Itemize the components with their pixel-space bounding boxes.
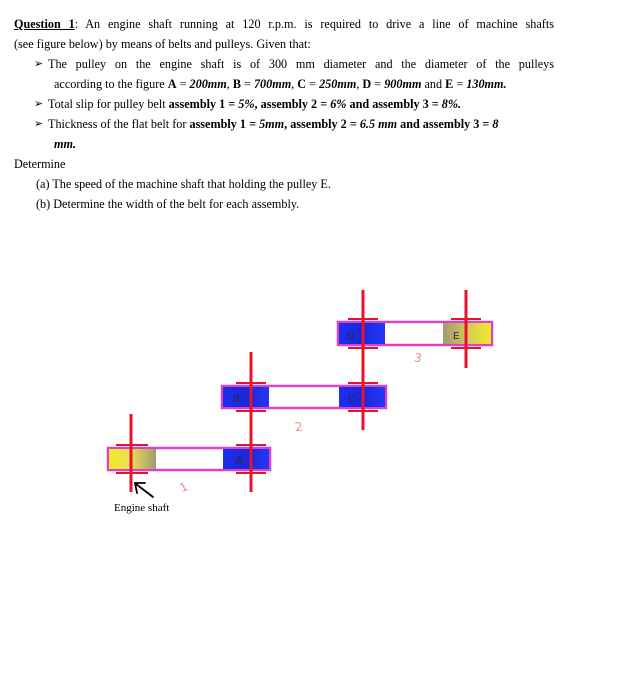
shafts bbox=[116, 290, 481, 492]
bullet-3-unit: mm. bbox=[54, 137, 77, 151]
bullet-arrow-icon: ➢ bbox=[34, 118, 44, 130]
bullet-arrow-icon: ➢ bbox=[34, 58, 44, 70]
part-a: (a) The speed of the machine shaft that holding the pulley E. bbox=[36, 177, 331, 191]
part-b: (b) Determine the width of the belt for each assembly. bbox=[36, 197, 300, 211]
label-b: B bbox=[233, 394, 240, 405]
belt-label-2: 2 bbox=[294, 419, 304, 435]
determine-label: Determine bbox=[14, 157, 66, 171]
label-c: C bbox=[348, 394, 356, 405]
label-d: D bbox=[347, 331, 355, 342]
belt-label-1: 1 bbox=[177, 479, 191, 496]
bullet-1-line-2: according to the figure A = 200mm, B = 700mm, C = 250mm, D = 900mm and E = 130mm. bbox=[54, 77, 507, 91]
question-intro-1: : An engine shaft running at 120 r.p.m. is required to drive a line of machine shafts bbox=[74, 17, 554, 31]
bullet-thickness: ➢ Thickness of the flat belt for assembly 1 = 5mm, assembly 2 = 6.5 mm and assembly 3 = 8 bbox=[14, 114, 554, 134]
question-label: Question 1 bbox=[14, 17, 75, 31]
figure-caption: Engine shaft bbox=[114, 502, 170, 514]
bullet-arrow-icon: ➢ bbox=[34, 98, 44, 110]
question-line-2: (see figure below) by means of belts and pulleys. Given that: bbox=[14, 37, 311, 51]
pulley-a bbox=[223, 449, 269, 469]
label-a: A bbox=[236, 456, 243, 467]
bullet-1-line-1: The pulley on the engine shaft is of 300 mm diameter and the diameter of the pulleys bbox=[48, 57, 554, 71]
arrow-icon bbox=[135, 483, 153, 497]
label-e: E bbox=[453, 331, 460, 342]
pulley-b bbox=[223, 387, 269, 407]
bullet-slip: ➢ Total slip for pulley belt assembly 1 = 5%, assembly 2 = 6% and assembly 3 = 8%. bbox=[14, 94, 554, 114]
belt-label-3: 3 bbox=[412, 350, 423, 366]
